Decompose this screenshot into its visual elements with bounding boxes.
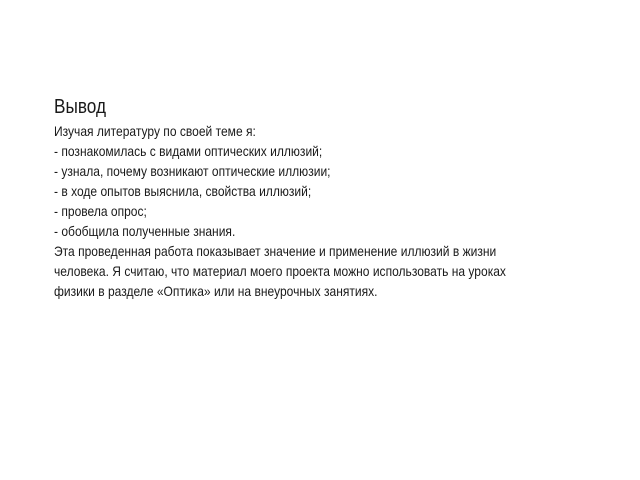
list-item: - в ходе опытов выяснила, свойства иллюзий;	[54, 183, 312, 199]
conclusion-line: Эта проведенная работа показывает значение и применение иллюзий в жизни	[54, 243, 497, 259]
list-item: - обобщила полученные знания.	[54, 223, 236, 239]
conclusion-line: человека. Я считаю, что материал моего проекта можно использовать на уроках	[54, 263, 506, 279]
intro-text: Изучая литературу по своей теме я:	[54, 123, 256, 139]
list-item: - узнала, почему возникают оптические иллюзии;	[54, 163, 331, 179]
slide-title: Вывод	[54, 96, 107, 118]
slide-content	[54, 94, 594, 301]
conclusion-line: физики в разделе «Оптика» или на внеурочных занятиях.	[54, 283, 378, 299]
list-item: - провела опрос;	[54, 203, 147, 219]
list-item: - познакомилась с видами оптических иллюзий;	[54, 143, 323, 159]
